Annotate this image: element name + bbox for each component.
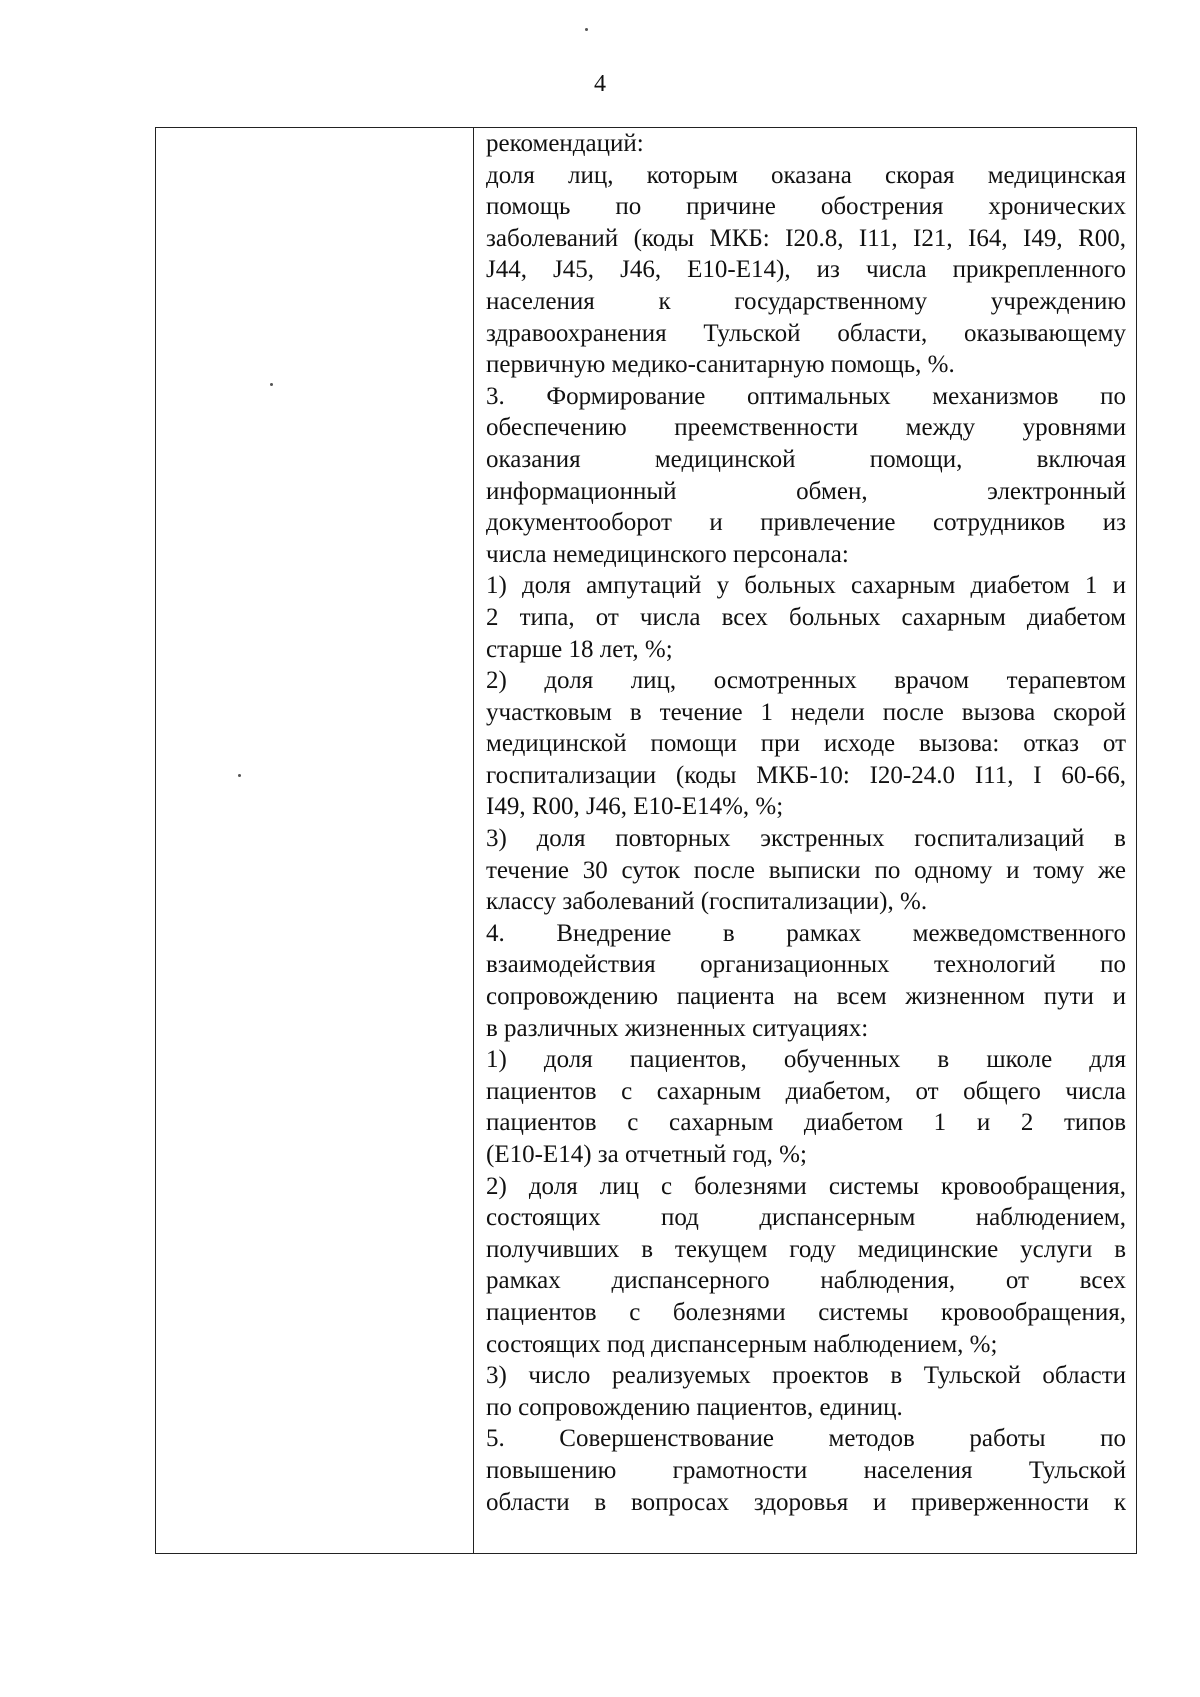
scan-speck xyxy=(270,383,273,386)
text-line: 1) доля пациентов, обученных в школе для xyxy=(486,1046,1126,1074)
table-right-cell xyxy=(474,128,1136,1553)
text-line: первичную медико-санитарную помощь, %. xyxy=(486,351,955,379)
document-table xyxy=(155,127,1137,1554)
text-line: здравоохранения Тульской области, оказывающему xyxy=(486,319,1126,347)
text-line: области в вопросах здоровья и приверженности к xyxy=(486,1488,1126,1516)
text-line: участковым в течение 1 недели после вызова скорой xyxy=(486,698,1126,726)
text-line: 1) доля ампутаций у больных сахарным диабетом 1 и xyxy=(486,572,1126,600)
text-line: госпитализации (коды МКБ-10: I20-24.0 I11, I 60-66, xyxy=(486,761,1126,789)
text-line: обеспечению преемственности между уровнями xyxy=(486,414,1126,442)
text-line: взаимодействия организационных технологий по xyxy=(486,951,1126,979)
text-line: в различных жизненных ситуациях: xyxy=(486,1014,869,1042)
text-line: классу заболеваний (госпитализации), %. xyxy=(486,888,928,916)
text-line: рекомендаций: xyxy=(486,130,644,157)
text-line: J44, J45, J46, E10-E14), из числа прикрепленного xyxy=(486,256,1126,284)
text-line: 3. Формирование оптимальных механизмов по xyxy=(486,382,1126,410)
scan-speck xyxy=(585,28,588,31)
text-line: 3) число реализуемых проектов в Тульской области xyxy=(486,1362,1126,1390)
text-line: доля лиц, которым оказана скорая медицинская xyxy=(486,161,1126,189)
table-left-cell xyxy=(156,128,474,1553)
scan-speck xyxy=(238,774,241,777)
text-line: числа немедицинского персонала: xyxy=(486,540,849,568)
text-line: пациентов с сахарным диабетом 1 и 2 типов xyxy=(486,1109,1126,1137)
text-line: населения к государственному учреждению xyxy=(486,287,1126,315)
text-line: 3) доля повторных экстренных госпитализаций в xyxy=(486,825,1126,853)
text-line: 4. Внедрение в рамках межведомственного xyxy=(486,919,1126,947)
text-line: помощь по причине обострения хронических xyxy=(486,193,1126,221)
text-line: медицинской помощи при исходе вызова: отказ от xyxy=(486,730,1126,758)
text-line: пациентов с сахарным диабетом, от общего числа xyxy=(486,1077,1126,1105)
text-line: старше 18 лет, %; xyxy=(486,635,673,663)
text-line: сопровождению пациента на всем жизненном пути и xyxy=(486,983,1126,1011)
text-line: рамках диспансерного наблюдения, от всех xyxy=(486,1267,1126,1295)
text-line: состоящих под диспансерным наблюдением, %; xyxy=(486,1330,998,1358)
text-line: 2) доля лиц с болезнями системы кровообращения, xyxy=(486,1172,1126,1200)
page-number: 4 xyxy=(594,71,606,97)
text-line: повышению грамотности населения Тульской xyxy=(486,1456,1126,1484)
text-line: 2 типа, от числа всех больных сахарным диабетом xyxy=(486,603,1126,631)
text-line: документооборот и привлечение сотрудников из xyxy=(486,509,1126,537)
text-line: I49, R00, J46, E10-E14%, %; xyxy=(486,793,784,821)
text-line: 2) доля лиц, осмотренных врачом терапевтом xyxy=(486,667,1126,695)
text-line: по сопровождению пациентов, единиц. xyxy=(486,1393,903,1421)
text-line: информационный обмен, электронный xyxy=(486,477,1126,505)
text-line: получивших в текущем году медицинские услуги в xyxy=(486,1235,1126,1263)
text-line: пациентов с болезнями системы кровообращения, xyxy=(486,1298,1126,1326)
text-line: (E10-E14) за отчетный год, %; xyxy=(486,1141,807,1168)
text-line: 5. Совершенствование методов работы по xyxy=(486,1425,1126,1453)
text-line: заболеваний (коды МКБ: I20.8, I11, I21, I64, I49, R00, xyxy=(486,224,1126,252)
text-line: оказания медицинской помощи, включая xyxy=(486,445,1126,473)
text-line: течение 30 суток после выписки по одному и тому же xyxy=(486,856,1126,884)
text-line: состоящих под диспансерным наблюдением, xyxy=(486,1204,1126,1232)
